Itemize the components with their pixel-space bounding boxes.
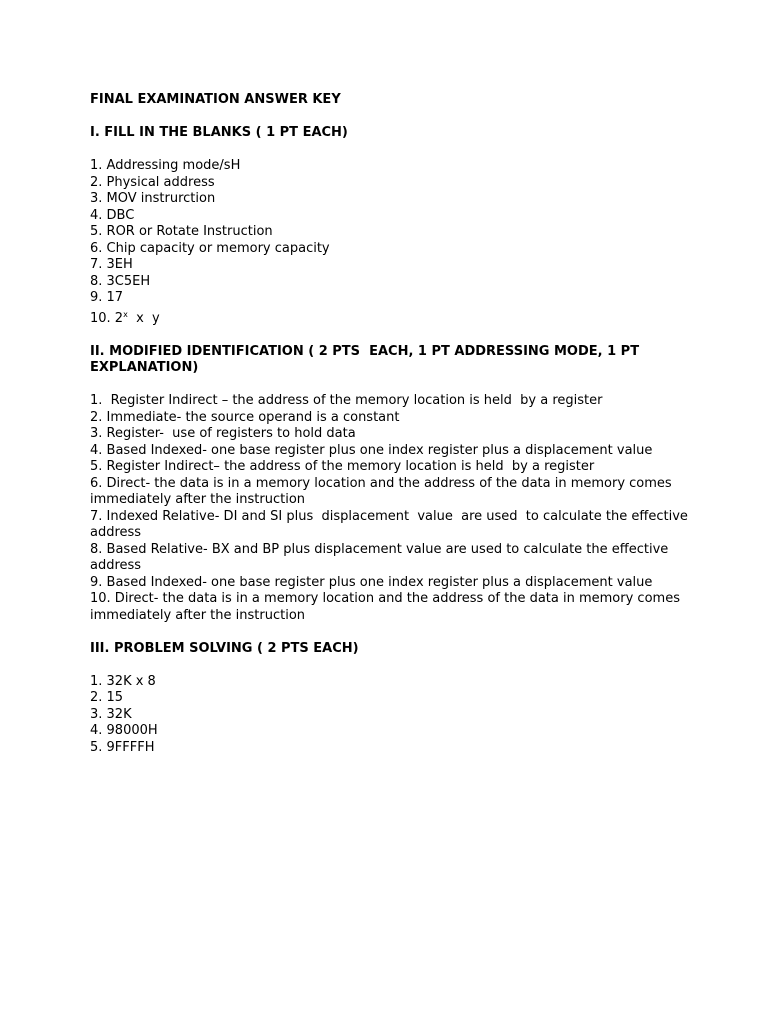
list-item: 4. DBC: [90, 207, 135, 223]
list-item: 6. Direct- the data is in a memory location and the address of the data in memory comes immediately after the instruction: [90, 475, 676, 507]
list-item: 1. Addressing mode/sH: [90, 158, 241, 173]
item-10-superscript: x: [123, 309, 128, 319]
list-item: 8. 3C5EH: [90, 273, 151, 289]
spacer: [90, 624, 690, 641]
section-3-list: [90, 674, 690, 757]
document-title: FINAL EXAMINATION ANSWER KEY: [90, 92, 341, 107]
item-10-prefix: 10. 2: [90, 310, 124, 326]
list-item: 5. 9FFFFH: [90, 739, 155, 755]
list-item: 7. Indexed Relative- DI and SI plus displacement value are used to calculate the effective address: [90, 508, 693, 540]
spacer: [90, 377, 690, 394]
list-item: 2. Immediate- the source operand is a constant: [90, 409, 400, 425]
list-item: 3. 32K: [90, 706, 132, 722]
spacer: [90, 327, 690, 344]
list-item: 9. Based Indexed- one base register plus one index register plus a displacement value: [90, 574, 653, 590]
list-item: 3. MOV instrurction: [90, 191, 216, 206]
section-1-list: [90, 158, 690, 327]
list-item: 2. 15: [90, 690, 124, 705]
list-item-10: [90, 307, 690, 328]
list-item: 9. 17: [90, 290, 124, 305]
section-1-heading: I. FILL IN THE BLANKS ( 1 PT EACH): [90, 125, 348, 140]
list-item: 8. Based Relative- BX and BP plus displacement value are used to calculate the effective address: [90, 541, 673, 573]
list-item: 4. Based Indexed- one base register plus one index register plus a displacement value: [90, 442, 653, 458]
list-item: 1. 32K x 8: [90, 673, 156, 689]
list-item: 6. Chip capacity or memory capacity: [90, 240, 330, 256]
list-item: 10. Direct- the data is in a memory location and the address of the data in memory comes immediately after the instruction: [90, 591, 685, 623]
section-2-list: [90, 393, 693, 624]
spacer: [90, 142, 690, 159]
list-item: 2. Physical address: [90, 174, 215, 190]
list-item: 3. Register- use of registers to hold data: [90, 426, 356, 441]
spacer: [90, 657, 690, 674]
list-item: 5. Register Indirect– the address of the memory location is held by a register: [90, 459, 595, 474]
list-item: 5. ROR or Rotate Instruction: [90, 224, 273, 239]
section-2-heading: II. MODIFIED IDENTIFICATION ( 2 PTS EACH, 1 PT ADDRESSING MODE, 1 PT EXPLANATION): [90, 343, 644, 375]
spacer: [90, 109, 690, 126]
document-body: [90, 92, 693, 756]
section-3-heading: III. PROBLEM SOLVING ( 2 PTS EACH): [90, 640, 359, 656]
list-item: 4. 98000H: [90, 723, 158, 738]
list-item: 7. 3EH: [90, 257, 133, 272]
list-item: 1. Register Indirect – the address of the memory location is held by a register: [90, 393, 603, 408]
item-10-suffix: x y: [127, 310, 160, 326]
